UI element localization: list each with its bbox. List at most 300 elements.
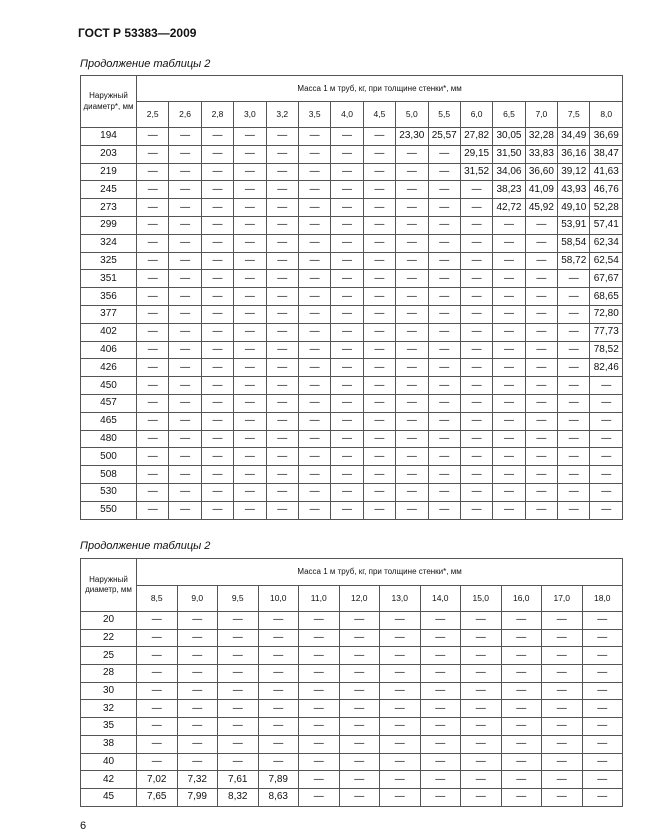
mass-cell: —: [201, 341, 233, 359]
mass-cell: —: [363, 412, 395, 430]
mass-cell: —: [363, 359, 395, 377]
mass-cell: —: [461, 665, 502, 683]
mass-cell: 36,69: [590, 128, 623, 146]
mass-cell: —: [339, 788, 380, 806]
mass-cell: —: [396, 430, 428, 448]
mass-cell: —: [298, 145, 330, 163]
mass-cell: —: [501, 647, 542, 665]
mass-cell: —: [396, 448, 428, 466]
mass-cell: —: [234, 483, 266, 501]
mass-cell: —: [558, 448, 590, 466]
mass-cell: —: [201, 412, 233, 430]
mass-cell: —: [299, 629, 340, 647]
mass-cell: —: [501, 771, 542, 789]
mass-cell: —: [266, 448, 298, 466]
mass-cell: —: [525, 377, 557, 395]
mass-cell: 53,91: [558, 216, 590, 234]
mass-cell: —: [137, 700, 178, 718]
mass-cell: —: [420, 700, 461, 718]
mass-cell: 58,72: [558, 252, 590, 270]
diameter-cell: 465: [81, 412, 137, 430]
diameter-cell: 219: [81, 163, 137, 181]
mass-cell: —: [331, 341, 363, 359]
mass-cell: —: [266, 288, 298, 306]
mass-cell: —: [396, 145, 428, 163]
mass-cell: —: [201, 234, 233, 252]
mass-cell: —: [428, 216, 460, 234]
mass-cell: —: [169, 252, 201, 270]
mass-cell: —: [493, 466, 525, 484]
mass-cell: —: [363, 270, 395, 288]
mass-cell: —: [258, 700, 299, 718]
mass-cell: —: [525, 270, 557, 288]
mass-cell: —: [169, 323, 201, 341]
mass-cell: —: [298, 377, 330, 395]
mass-cell: 29,15: [460, 145, 492, 163]
mass-cell: —: [331, 412, 363, 430]
mass-cell: —: [420, 788, 461, 806]
mass-cell: —: [258, 682, 299, 700]
table-row: [81, 718, 623, 736]
mass-cell: —: [542, 629, 583, 647]
mass-cell: —: [461, 718, 502, 736]
mass-cell: 38,23: [493, 181, 525, 199]
mass-cell: —: [582, 700, 623, 718]
mass-cell: —: [582, 718, 623, 736]
mass-cell: —: [137, 341, 169, 359]
mass-cell: —: [493, 501, 525, 519]
mass-cell: —: [525, 234, 557, 252]
mass-cell: —: [299, 647, 340, 665]
mass-table-2: [80, 558, 623, 807]
mass-cell: —: [460, 466, 492, 484]
mass-cell: —: [234, 341, 266, 359]
mass-cell: —: [201, 448, 233, 466]
mass-cell: —: [363, 323, 395, 341]
mass-cell: —: [298, 323, 330, 341]
mass-cell: —: [396, 199, 428, 217]
mass-cell: —: [331, 128, 363, 146]
mass-cell: —: [380, 753, 421, 771]
thickness-header: 15,0: [461, 586, 502, 612]
mass-cell: —: [363, 501, 395, 519]
mass-cell: 57,41: [590, 216, 623, 234]
mass-cell: —: [266, 430, 298, 448]
diameter-cell: 30: [81, 682, 137, 700]
mass-cell: —: [525, 394, 557, 412]
diameter-cell: 35: [81, 718, 137, 736]
mass-cell: —: [177, 682, 218, 700]
mass-cell: 46,76: [590, 181, 623, 199]
mass-cell: —: [299, 771, 340, 789]
mass-cell: —: [542, 771, 583, 789]
mass-cell: —: [525, 430, 557, 448]
mass-cell: —: [460, 199, 492, 217]
mass-cell: 62,34: [590, 234, 623, 252]
mass-cell: —: [558, 341, 590, 359]
thickness-header: 18,0: [582, 586, 623, 612]
mass-cell: —: [258, 665, 299, 683]
table-row: [81, 234, 623, 252]
diameter-cell: 377: [81, 305, 137, 323]
mass-cell: —: [461, 771, 502, 789]
mass-cell: —: [460, 430, 492, 448]
mass-cell: —: [590, 394, 623, 412]
diameter-cell: 457: [81, 394, 137, 412]
mass-cell: —: [460, 394, 492, 412]
mass-cell: —: [137, 735, 178, 753]
mass-cell: —: [234, 394, 266, 412]
mass-cell: —: [428, 270, 460, 288]
mass-cell: —: [428, 163, 460, 181]
thickness-header: 6,5: [493, 102, 525, 128]
mass-cell: —: [234, 288, 266, 306]
mass-cell: —: [218, 665, 259, 683]
mass-cell: —: [396, 412, 428, 430]
mass-cell: 43,93: [558, 181, 590, 199]
mass-cell: —: [331, 359, 363, 377]
mass-cell: —: [266, 163, 298, 181]
table-row: [81, 252, 623, 270]
mass-cell: —: [380, 788, 421, 806]
mass-cell: —: [501, 629, 542, 647]
mass-cell: —: [493, 430, 525, 448]
mass-cell: —: [331, 448, 363, 466]
mass-cell: —: [428, 448, 460, 466]
mass-cell: 34,06: [493, 163, 525, 181]
mass-cell: —: [558, 394, 590, 412]
mass-cell: —: [461, 647, 502, 665]
mass-cell: —: [380, 700, 421, 718]
mass-cell: —: [137, 288, 169, 306]
thickness-header: 13,0: [380, 586, 421, 612]
mass-cell: —: [234, 234, 266, 252]
mass-cell: —: [525, 323, 557, 341]
mass-cell: —: [331, 466, 363, 484]
mass-cell: —: [331, 323, 363, 341]
mass-cell: —: [234, 305, 266, 323]
mass-cell: —: [460, 305, 492, 323]
mass-cell: —: [298, 483, 330, 501]
mass-cell: —: [461, 612, 502, 630]
table-row: [81, 788, 623, 806]
mass-cell: —: [177, 665, 218, 683]
mass-cell: —: [201, 163, 233, 181]
mass-cell: —: [525, 483, 557, 501]
mass-cell: —: [169, 501, 201, 519]
mass-cell: —: [169, 341, 201, 359]
mass-cell: —: [558, 412, 590, 430]
mass-cell: —: [258, 629, 299, 647]
mass-cell: —: [582, 612, 623, 630]
mass-cell: —: [299, 735, 340, 753]
mass-cell: —: [339, 612, 380, 630]
mass-cell: —: [266, 377, 298, 395]
mass-cell: —: [525, 466, 557, 484]
mass-cell: —: [137, 359, 169, 377]
diameter-cell: 38: [81, 735, 137, 753]
mass-cell: —: [331, 252, 363, 270]
mass-cell: —: [298, 216, 330, 234]
mass-cell: —: [493, 412, 525, 430]
mass-cell: 31,52: [460, 163, 492, 181]
mass-cell: —: [460, 448, 492, 466]
mass-cell: —: [169, 412, 201, 430]
mass-cell: —: [396, 252, 428, 270]
thickness-header: 14,0: [420, 586, 461, 612]
mass-cell: 7,32: [177, 771, 218, 789]
mass-cell: —: [525, 305, 557, 323]
mass-cell: —: [201, 501, 233, 519]
mass-cell: —: [201, 377, 233, 395]
mass-cell: —: [266, 252, 298, 270]
mass-cell: —: [298, 341, 330, 359]
mass-cell: —: [558, 359, 590, 377]
mass-cell: —: [266, 341, 298, 359]
mass-cell: 67,67: [590, 270, 623, 288]
mass-cell: —: [380, 682, 421, 700]
mass-cell: —: [542, 682, 583, 700]
diameter-column-header: Наружный диаметр*, мм: [81, 76, 137, 128]
mass-cell: —: [339, 718, 380, 736]
mass-cell: —: [331, 430, 363, 448]
mass-cell: 25,57: [428, 128, 460, 146]
mass-cell: —: [558, 501, 590, 519]
diameter-cell: 245: [81, 181, 137, 199]
mass-cell: —: [169, 145, 201, 163]
mass-span-header: Масса 1 м труб, кг, при толщине стенки*, мм: [137, 76, 623, 102]
mass-cell: —: [396, 181, 428, 199]
mass-cell: —: [460, 323, 492, 341]
mass-cell: —: [428, 323, 460, 341]
mass-cell: —: [298, 163, 330, 181]
mass-cell: 36,60: [525, 163, 557, 181]
diameter-cell: 20: [81, 612, 137, 630]
table-row: [81, 682, 623, 700]
mass-cell: —: [169, 377, 201, 395]
mass-cell: —: [234, 501, 266, 519]
mass-cell: —: [169, 430, 201, 448]
mass-cell: —: [493, 288, 525, 306]
mass-cell: —: [590, 483, 623, 501]
mass-cell: —: [493, 448, 525, 466]
table-row: [81, 288, 623, 306]
mass-cell: —: [460, 270, 492, 288]
mass-cell: —: [201, 483, 233, 501]
mass-cell: —: [201, 216, 233, 234]
mass-cell: —: [169, 270, 201, 288]
mass-cell: 82,46: [590, 359, 623, 377]
thickness-header: 7,5: [558, 102, 590, 128]
mass-cell: —: [542, 753, 583, 771]
mass-cell: —: [234, 199, 266, 217]
mass-cell: —: [501, 753, 542, 771]
mass-cell: —: [298, 252, 330, 270]
mass-cell: —: [542, 788, 583, 806]
mass-cell: —: [218, 753, 259, 771]
mass-cell: —: [169, 199, 201, 217]
table-row: [81, 430, 623, 448]
mass-cell: —: [428, 145, 460, 163]
diameter-cell: 42: [81, 771, 137, 789]
mass-cell: —: [266, 145, 298, 163]
thickness-header: 3,5: [298, 102, 330, 128]
diameter-cell: 273: [81, 199, 137, 217]
mass-cell: —: [428, 234, 460, 252]
mass-cell: —: [137, 270, 169, 288]
mass-cell: —: [137, 163, 169, 181]
mass-cell: —: [590, 466, 623, 484]
mass-cell: —: [201, 199, 233, 217]
mass-cell: —: [396, 359, 428, 377]
mass-cell: —: [525, 216, 557, 234]
mass-cell: —: [558, 483, 590, 501]
table-row: [81, 771, 623, 789]
mass-cell: —: [363, 163, 395, 181]
mass-cell: 23,30: [396, 128, 428, 146]
mass-cell: —: [428, 341, 460, 359]
table-row: [81, 323, 623, 341]
mass-cell: —: [137, 466, 169, 484]
mass-cell: —: [501, 735, 542, 753]
mass-cell: —: [266, 199, 298, 217]
diameter-cell: 325: [81, 252, 137, 270]
diameter-cell: 45: [81, 788, 137, 806]
mass-cell: —: [331, 394, 363, 412]
mass-cell: —: [266, 216, 298, 234]
table-row: [81, 128, 623, 146]
mass-cell: —: [493, 394, 525, 412]
mass-cell: —: [460, 181, 492, 199]
thickness-header: 4,0: [331, 102, 363, 128]
mass-cell: —: [234, 145, 266, 163]
mass-cell: —: [339, 647, 380, 665]
mass-cell: —: [298, 501, 330, 519]
mass-cell: —: [137, 448, 169, 466]
diameter-cell: 500: [81, 448, 137, 466]
mass-cell: —: [493, 216, 525, 234]
diameter-cell: 22: [81, 629, 137, 647]
diameter-cell: 194: [81, 128, 137, 146]
mass-cell: 31,50: [493, 145, 525, 163]
mass-cell: —: [460, 377, 492, 395]
table-1-caption: Продолжение таблицы 2: [80, 58, 211, 70]
mass-cell: —: [525, 288, 557, 306]
mass-cell: —: [501, 682, 542, 700]
table-row: [81, 145, 623, 163]
mass-cell: —: [234, 323, 266, 341]
thickness-header: 16,0: [501, 586, 542, 612]
mass-cell: —: [363, 199, 395, 217]
mass-cell: —: [363, 305, 395, 323]
mass-cell: 77,73: [590, 323, 623, 341]
mass-cell: 52,28: [590, 199, 623, 217]
mass-cell: —: [234, 216, 266, 234]
table-row: [81, 359, 623, 377]
table-row: [81, 412, 623, 430]
mass-cell: —: [266, 501, 298, 519]
mass-cell: —: [137, 412, 169, 430]
thickness-header: 10,0: [258, 586, 299, 612]
mass-cell: —: [201, 394, 233, 412]
mass-cell: —: [428, 430, 460, 448]
mass-cell: —: [201, 288, 233, 306]
mass-cell: —: [461, 735, 502, 753]
mass-cell: 7,02: [137, 771, 178, 789]
mass-cell: —: [234, 377, 266, 395]
mass-cell: —: [331, 377, 363, 395]
diameter-cell: 508: [81, 466, 137, 484]
mass-cell: —: [363, 430, 395, 448]
thickness-header: 3,2: [266, 102, 298, 128]
mass-cell: —: [299, 665, 340, 683]
mass-cell: —: [460, 341, 492, 359]
mass-cell: —: [331, 501, 363, 519]
mass-cell: —: [169, 234, 201, 252]
thickness-header: 8,5: [137, 586, 178, 612]
table-row: [81, 448, 623, 466]
mass-cell: —: [137, 682, 178, 700]
mass-cell: —: [542, 647, 583, 665]
diameter-column-header: Наружный диаметр, мм: [81, 559, 137, 612]
mass-cell: —: [420, 735, 461, 753]
mass-cell: —: [525, 412, 557, 430]
mass-cell: —: [525, 359, 557, 377]
mass-cell: —: [582, 735, 623, 753]
mass-cell: —: [493, 252, 525, 270]
mass-cell: 8,63: [258, 788, 299, 806]
diameter-cell: 426: [81, 359, 137, 377]
mass-cell: 42,72: [493, 199, 525, 217]
mass-cell: —: [177, 647, 218, 665]
diameter-cell: 550: [81, 501, 137, 519]
mass-cell: —: [201, 430, 233, 448]
mass-cell: —: [525, 501, 557, 519]
table-row: [81, 647, 623, 665]
mass-cell: —: [493, 305, 525, 323]
mass-cell: —: [396, 501, 428, 519]
mass-cell: 33,83: [525, 145, 557, 163]
mass-cell: —: [380, 718, 421, 736]
mass-cell: —: [266, 270, 298, 288]
table-body: [81, 128, 623, 520]
mass-cell: 36,16: [558, 145, 590, 163]
mass-cell: —: [428, 412, 460, 430]
mass-cell: —: [137, 305, 169, 323]
diameter-cell: 324: [81, 234, 137, 252]
mass-cell: —: [558, 466, 590, 484]
table-row: [81, 483, 623, 501]
mass-cell: 7,89: [258, 771, 299, 789]
mass-cell: —: [363, 483, 395, 501]
mass-cell: —: [396, 234, 428, 252]
mass-cell: —: [460, 216, 492, 234]
mass-cell: —: [234, 466, 266, 484]
mass-cell: —: [266, 128, 298, 146]
mass-cell: —: [137, 430, 169, 448]
diameter-cell: 402: [81, 323, 137, 341]
mass-cell: —: [258, 753, 299, 771]
mass-cell: —: [218, 735, 259, 753]
mass-cell: —: [461, 682, 502, 700]
mass-cell: 30,05: [493, 128, 525, 146]
mass-cell: —: [396, 341, 428, 359]
diameter-cell: 406: [81, 341, 137, 359]
mass-cell: —: [234, 412, 266, 430]
diameter-cell: 28: [81, 665, 137, 683]
mass-cell: —: [137, 377, 169, 395]
mass-cell: —: [258, 647, 299, 665]
